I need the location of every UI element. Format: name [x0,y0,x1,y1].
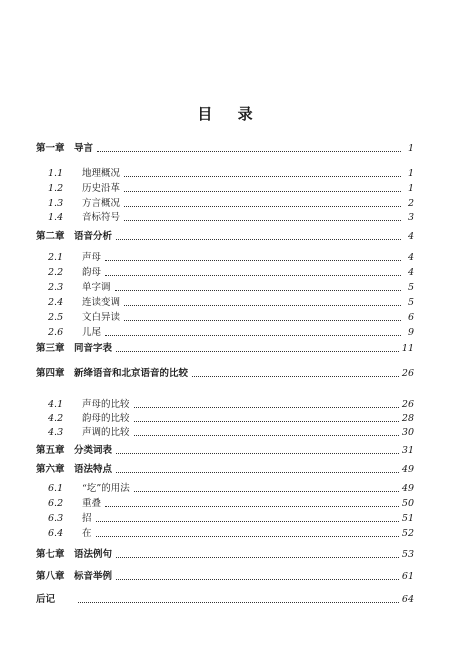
toc-entry [36,366,414,380]
entry-number: 1.2 [48,183,64,194]
toc-entry [36,310,414,324]
entry-page: 2 [407,198,414,209]
entry-number: 2.1 [48,252,64,263]
toc-title: 目 录 [197,105,263,123]
entry-number: 后记 [36,594,56,605]
entry-label: 语法特点 [74,464,113,475]
entry-number: 1.3 [48,198,64,209]
entry-number: 第七章 [36,549,65,560]
entry-label: 新绛语音和北京语音的比较 [74,368,189,379]
leader-dots [116,239,401,240]
entry-number: 1.1 [48,168,64,179]
leader-dots [192,376,399,377]
entry-page: 6 [407,312,414,323]
leader-dots [78,602,399,603]
entry-label: 历史沿革 [82,183,121,194]
leader-dots [124,305,401,306]
leader-dots [124,320,401,321]
entry-page: 1 [407,168,414,179]
entry-label: 方言概况 [82,198,121,209]
leader-dots [105,275,401,276]
leader-dots [134,435,399,436]
toc-entry [36,511,414,525]
toc-entry [36,397,414,411]
entry-number: 第六章 [36,464,65,475]
entry-number: 4.2 [48,413,64,424]
toc-entry [36,141,414,155]
leader-dots [116,351,399,352]
leader-dots [124,206,401,207]
leader-dots [116,472,399,473]
leader-dots [96,536,399,537]
entry-label: 音标符号 [82,212,121,223]
entry-label: 在 [82,528,92,539]
entry-page: 64 [401,594,414,605]
toc-entry [36,481,414,495]
leader-dots [134,421,399,422]
entry-label: 文白异读 [82,312,121,323]
entry-number: 6.3 [48,513,64,524]
entry-label: 单字调 [82,282,111,293]
entry-label: 儿尾 [82,327,102,338]
entry-page: 4 [407,231,414,242]
entry-page: 49 [401,483,414,494]
entry-number: 第二章 [36,231,65,242]
entry-label: 声调的比较 [82,427,130,438]
entry-page: 1 [407,143,414,154]
entry-label: 重叠 [82,498,102,509]
toc-entry [36,181,414,195]
entry-label: 韵母的比较 [82,413,130,424]
entry-label: 分类词表 [74,445,113,456]
entry-label: “圪”的用法 [82,483,130,494]
toc-entry [36,250,414,264]
entry-label: 声母的比较 [82,399,130,410]
entry-label: 地理概况 [82,168,121,179]
leader-dots [105,260,401,261]
entry-page: 3 [407,212,414,223]
toc-entry [36,592,414,606]
entry-page: 4 [407,252,414,263]
entry-label: 导言 [74,143,94,154]
toc-entry [36,569,414,583]
entry-label: 连读变调 [82,297,121,308]
toc-entry [36,325,414,339]
leader-dots [115,290,401,291]
entry-number: 2.6 [48,327,64,338]
entry-number: 2.5 [48,312,64,323]
toc-entry [36,229,414,243]
entry-page: 26 [401,399,414,410]
leader-dots [116,557,399,558]
entry-number: 6.4 [48,528,64,539]
toc-entry [36,166,414,180]
toc-entry [36,265,414,279]
toc-entry [36,496,414,510]
entry-page: 9 [407,327,414,338]
entry-page: 53 [401,549,414,560]
toc-entry [36,210,414,224]
entry-page: 52 [401,528,414,539]
entry-page: 28 [401,413,414,424]
entry-number: 1.4 [48,212,64,223]
entry-number: 4.1 [48,399,64,410]
entry-page: 1 [407,183,414,194]
leader-dots [116,579,399,580]
entry-label: 语音分析 [74,231,113,242]
entry-page: 50 [401,498,414,509]
toc-entry [36,462,414,476]
entry-page: 26 [401,368,414,379]
entry-number: 6.2 [48,498,64,509]
entry-number: 4.3 [48,427,64,438]
entry-page: 30 [401,427,414,438]
entry-label: 韵母 [82,267,102,278]
entry-page: 51 [401,513,414,524]
entry-number: 2.2 [48,267,64,278]
entry-page: 61 [401,571,414,582]
entry-number: 第五章 [36,445,65,456]
entry-page: 31 [401,445,414,456]
entry-page: 5 [407,297,414,308]
entry-number: 2.3 [48,282,64,293]
entry-label: 标音举例 [74,571,113,582]
leader-dots [124,220,401,221]
leader-dots [116,453,399,454]
leader-dots [97,151,401,152]
leader-dots [105,506,399,507]
toc-entry [36,341,414,355]
entry-number: 第三章 [36,343,65,354]
entry-number: 2.4 [48,297,64,308]
leader-dots [124,176,401,177]
entry-label: 同音字表 [74,343,113,354]
entry-number: 第一章 [36,143,65,154]
leader-dots [134,491,399,492]
entry-page: 4 [407,267,414,278]
leader-dots [105,335,401,336]
toc-entry [36,547,414,561]
entry-number: 第八章 [36,571,65,582]
leader-dots [96,521,399,522]
entry-number: 6.1 [48,483,64,494]
entry-page: 5 [407,282,414,293]
toc-entry [36,425,414,439]
entry-label: 招 [82,513,92,524]
entry-number: 第四章 [36,368,65,379]
leader-dots [134,407,399,408]
toc-entry [36,526,414,540]
toc-entry [36,411,414,425]
toc-entry [36,196,414,210]
entry-label: 声母 [82,252,102,263]
toc-entry [36,443,414,457]
entry-page: 11 [401,343,414,354]
entry-label: 语法例句 [74,549,113,560]
toc-entry [36,280,414,294]
entry-page: 49 [401,464,414,475]
toc-entry [36,295,414,309]
leader-dots [124,191,401,192]
